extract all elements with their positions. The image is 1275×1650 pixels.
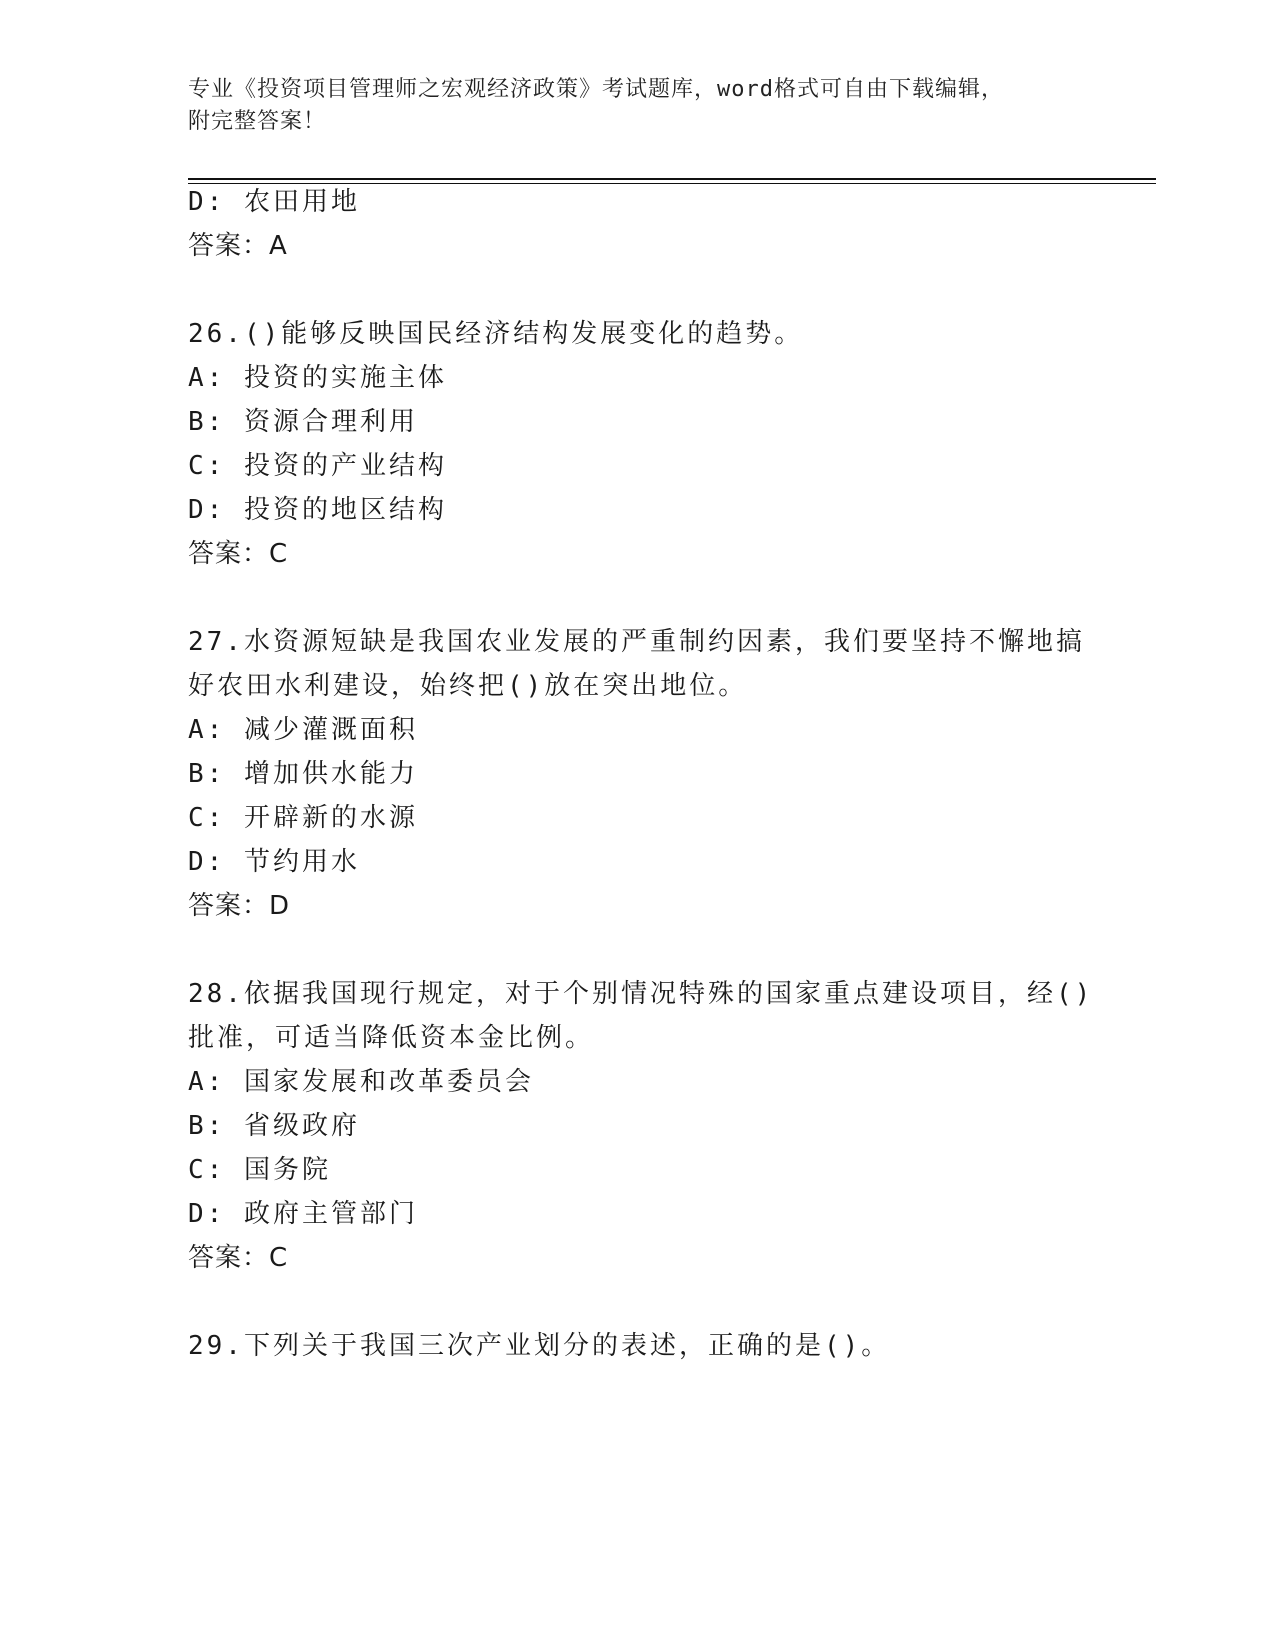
- question-27-stem-line-2: 好农田水利建设，始终把()放在突出地位。: [188, 671, 748, 701]
- prev-option-d: D: 农田用地: [188, 187, 360, 217]
- header-line-2: 附完整答案！: [188, 109, 327, 134]
- question-27-option-a: A: 减少灌溉面积: [188, 715, 418, 745]
- question-26-option-c: C: 投资的产业结构: [188, 451, 447, 481]
- question-26-stem: 26.()能够反映国民经济结构发展变化的趋势。: [188, 319, 804, 349]
- question-28-answer: 答案：C: [188, 1243, 289, 1273]
- question-29-stem: 29.下列关于我国三次产业划分的表述，正确的是()。: [188, 1331, 891, 1361]
- question-28-stem-line-2: 批准，可适当降低资本金比例。: [188, 1023, 595, 1053]
- prev-answer: 答案：A: [188, 231, 288, 261]
- question-27-option-d: D: 节约用水: [188, 847, 360, 877]
- document-header: [188, 74, 1088, 138]
- question-27-answer: 答案：D: [188, 891, 291, 921]
- question-26-answer: 答案：C: [188, 539, 289, 569]
- question-27-option-b: B: 增加供水能力: [188, 759, 418, 789]
- question-28-option-a: A: 国家发展和改革委员会: [188, 1067, 534, 1097]
- question-28-option-c: C: 国务院: [188, 1155, 331, 1185]
- question-28-option-d: D: 政府主管部门: [188, 1199, 418, 1229]
- header-rule-thick: [188, 178, 1156, 180]
- question-26-option-d: D: 投资的地区结构: [188, 495, 447, 525]
- question-26-option-a: A: 投资的实施主体: [188, 363, 447, 393]
- question-28-option-b: B: 省级政府: [188, 1111, 360, 1141]
- question-26-option-b: B: 资源合理利用: [188, 407, 418, 437]
- header-line-1: 专业《投资项目管理师之宏观经济政策》考试题库，word格式可自由下载编辑，: [188, 77, 1004, 102]
- question-27-option-c: C: 开辟新的水源: [188, 803, 418, 833]
- question-28-stem-line-1: 28.依据我国现行规定，对于个别情况特殊的国家重点建设项目，经(): [188, 979, 1094, 1009]
- question-27-stem-line-1: 27.水资源短缺是我国农业发展的严重制约因素，我们要坚持不懈地搞: [188, 627, 1085, 657]
